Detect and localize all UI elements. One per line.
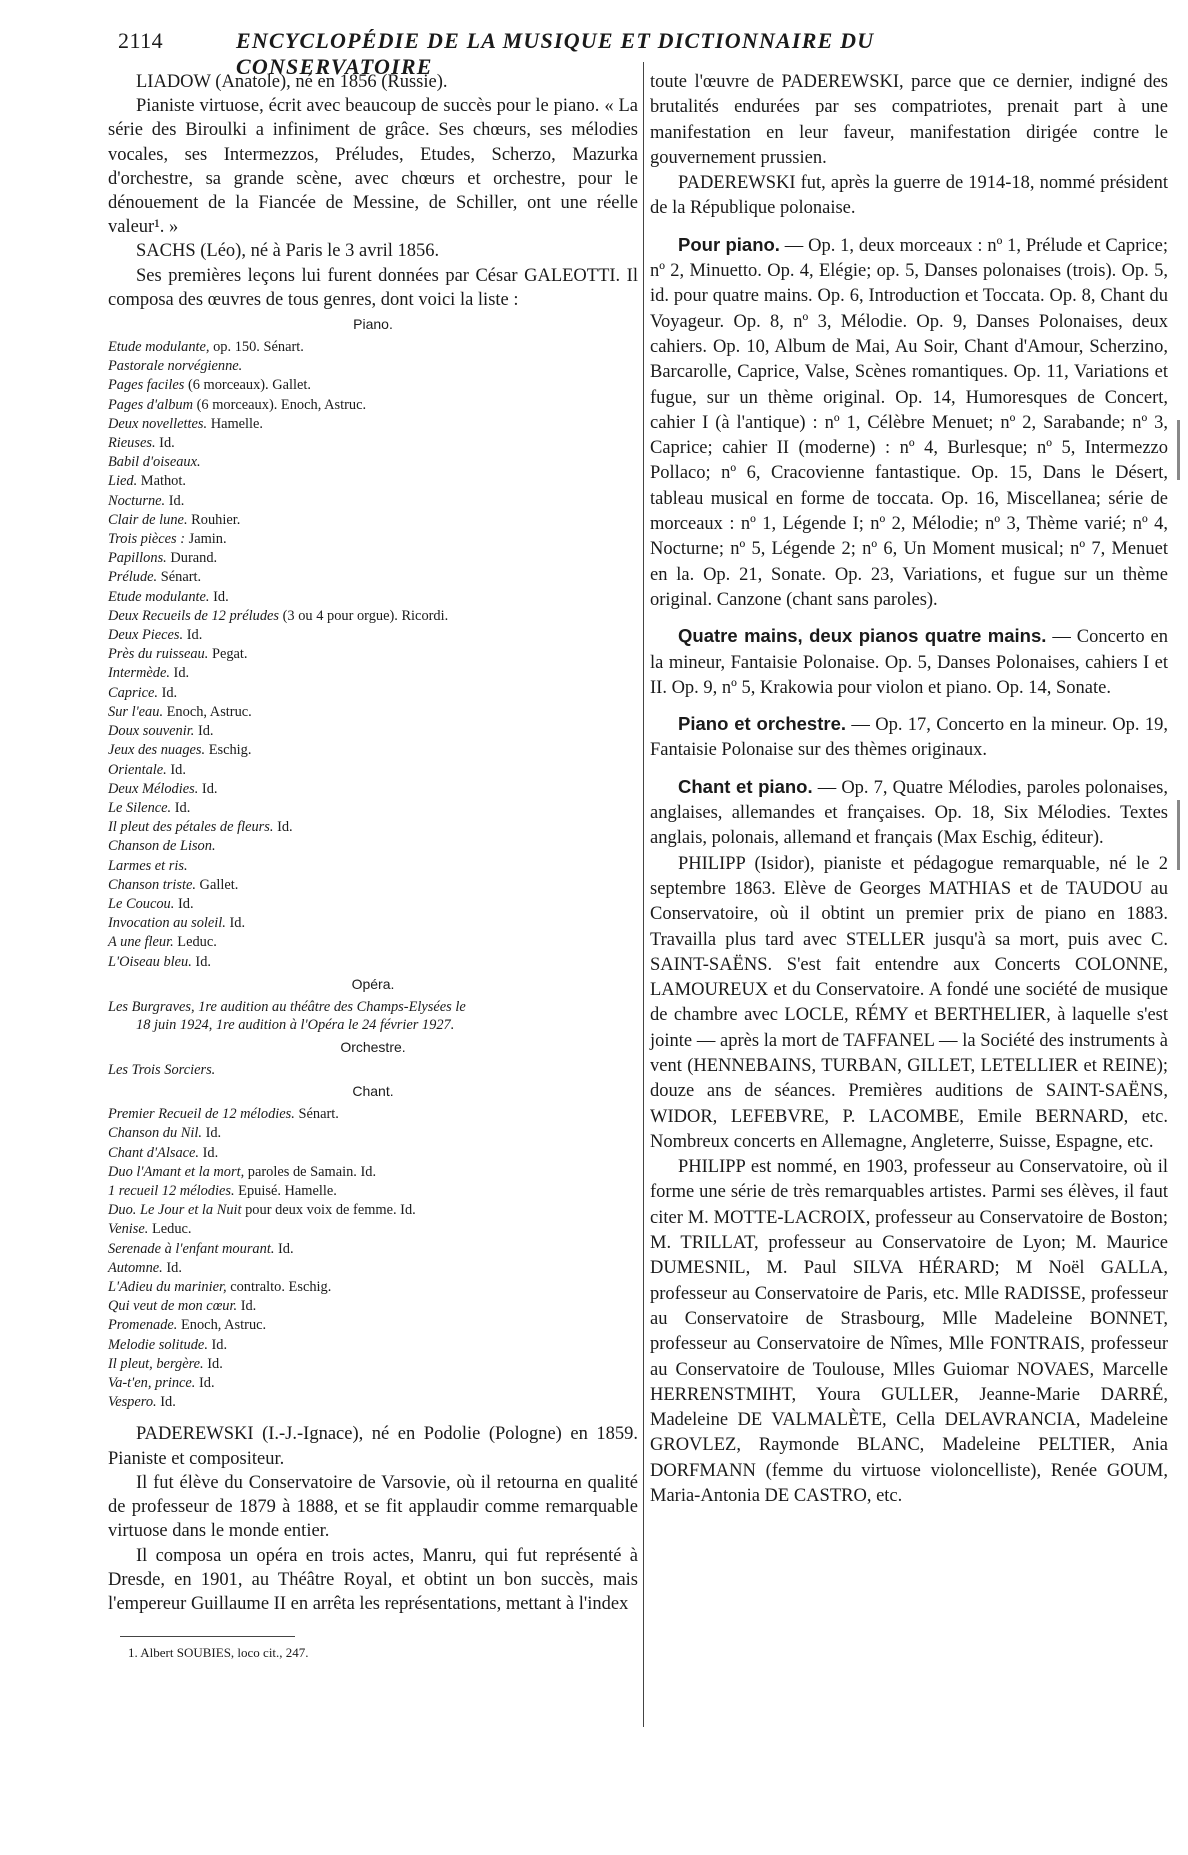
work-title: Deux Mélodies.: [108, 780, 199, 797]
work-publisher: Sénart.: [294, 1106, 339, 1123]
work-item: [108, 376, 638, 395]
work-title: Vespero.: [108, 1394, 157, 1411]
work-item: [108, 664, 638, 683]
work-title: L'Oiseau bleu.: [108, 953, 192, 970]
work-title: Papillons.: [108, 550, 167, 567]
work-item: [108, 626, 638, 645]
work-item: [108, 453, 638, 472]
work-title: Deux Pieces.: [108, 627, 184, 644]
work-publisher: Id.: [273, 819, 293, 836]
work-item: [108, 338, 638, 357]
work-title: Sur l'eau.: [108, 703, 164, 720]
work-item: [108, 780, 638, 799]
page-header: [118, 28, 1058, 79]
work-publisher: Id.: [194, 723, 214, 740]
work-title: Babil d'oiseaux.: [108, 454, 201, 471]
work-publisher: Sénart.: [157, 569, 202, 586]
work-publisher: pour deux voix de femme. Id.: [241, 1202, 416, 1219]
work-title: Il pleut, bergère.: [108, 1355, 204, 1372]
work-title: Deux Recueils de 12 préludes: [108, 607, 280, 624]
work-publisher: Id.: [274, 1240, 294, 1257]
works-quatre-mains-text: — Concerto en la mineur, Fantaisie Polonaise. Op. 5, Danses Polonaises, cahiers I et II. Op. 9, nº 5, Krakowia pour violon et piano. Op. 14, Sonate.: [650, 627, 1168, 698]
work-item: [108, 857, 638, 876]
work-publisher: Pegat.: [208, 646, 248, 663]
left-column: [108, 70, 638, 1661]
work-title: Duo l'Amant et la mort,: [108, 1163, 245, 1180]
work-item: [108, 1201, 638, 1220]
work-publisher: Leduc.: [148, 1221, 192, 1238]
work-title: Il pleut des pétales de fleurs.: [108, 819, 274, 836]
running-title: ENCYCLOPÉDIE DE LA MUSIQUE ET DICTIONNAIRE DU CONSERVATOIRE: [236, 28, 875, 79]
work-item: [108, 1240, 638, 1259]
opera-line-2: 18 juin 1924, 1re audition à l'Opéra le 24 février 1927.: [136, 1017, 455, 1034]
column-divider: [643, 62, 644, 1727]
work-title: Chanson de Lison.: [108, 838, 216, 855]
work-title: Clair de lune.: [108, 511, 188, 528]
work-item: [108, 588, 638, 607]
work-title: Près du ruisseau.: [108, 646, 209, 663]
work-publisher: Enoch, Astruc.: [163, 703, 252, 720]
work-item: [108, 799, 638, 818]
work-item: [108, 722, 638, 741]
work-publisher: Id.: [183, 627, 203, 644]
work-title: Intermède.: [108, 665, 170, 682]
paderewski-text-2: Il composa un opéra en trois actes, Manru, qui fut représenté à Dresde, en 1901, au Théâtre Royal, et obtint un bon succès, mais l'empereur Guillaume II en arrêta les représentations, mettant à l'index: [108, 1545, 638, 1614]
footnote: 1. Albert SOUBIES, loco cit., 247.: [128, 1645, 309, 1661]
margin-mark: [1177, 800, 1180, 870]
work-publisher: Id.: [174, 895, 194, 912]
work-item: [108, 568, 638, 587]
work-publisher: Id.: [171, 799, 191, 816]
heading-piano-orchestre: Piano et orchestre.: [678, 713, 847, 735]
opera-line-1: Les Burgraves, 1re audition au théâtre des Champs-Elysées le: [108, 998, 466, 1015]
work-publisher: Epuisé. Hamelle.: [234, 1183, 337, 1200]
works-chant: [650, 774, 1168, 852]
work-publisher: Id.: [169, 665, 190, 682]
work-title: Va-t'en, prince.: [108, 1375, 196, 1392]
work-publisher: Id.: [237, 1298, 257, 1315]
work-publisher: Id.: [199, 1144, 219, 1161]
footnote-rule: [120, 1636, 295, 1637]
work-title: Le Coucou.: [108, 895, 175, 912]
work-publisher: Rouhier.: [187, 511, 241, 528]
works-orchestre: [650, 711, 1168, 764]
work-item: [108, 895, 638, 914]
work-publisher: paroles de Samain. Id.: [244, 1163, 377, 1180]
work-title: Melodie solitude.: [108, 1336, 208, 1353]
work-title: Lied.: [108, 473, 138, 490]
work-title: Serenade à l'enfant mourant.: [108, 1240, 275, 1257]
work-item: [108, 1124, 638, 1143]
works-chant-text: — Op. 7, Quatre Mélodies, paroles polonaises, anglaises, allemandes et françaises. Op. 18, Six Mélodies. Textes anglais, polonais, allemand et français (Max Eschig, éditeur).: [650, 777, 1168, 849]
work-publisher: Id.: [165, 492, 185, 509]
work-title: Pages faciles: [108, 377, 185, 394]
work-item: [108, 396, 638, 415]
work-publisher: Durand.: [166, 550, 218, 567]
work-title: Chant d'Alsace.: [108, 1144, 200, 1161]
section-heading-piano: Piano.: [353, 316, 393, 333]
work-publisher: Id.: [225, 915, 246, 932]
work-title: Chanson du Nil.: [108, 1125, 202, 1142]
work-title: L'Adieu du marinier,: [108, 1279, 227, 1296]
work-publisher: Id.: [198, 780, 218, 797]
right-column: [650, 70, 1168, 1509]
work-publisher: Id.: [203, 1355, 223, 1372]
work-item: [108, 684, 638, 703]
work-publisher: (6 morceaux). Gallet.: [184, 377, 312, 394]
work-title: A une fleur.: [108, 934, 174, 951]
work-title: Qui veut de mon cœur.: [108, 1298, 238, 1315]
work-item: [108, 1259, 638, 1278]
work-title: Etude modulante,: [108, 339, 210, 356]
work-item: [108, 530, 638, 549]
work-title: Automne.: [108, 1259, 163, 1276]
work-publisher: Id.: [166, 761, 186, 778]
work-item: [108, 645, 638, 664]
heading-chant-piano: Chant et piano.: [678, 775, 813, 797]
work-item: [108, 761, 638, 780]
section-heading-opera: Opéra.: [351, 975, 395, 992]
work-title: Premier Recueil de 12 mélodies.: [108, 1106, 295, 1123]
entry-philipp: PHILIPP (Isidor), pianiste et pédagogue remarquable, né le 2 septembre 1863. Elève de Georges MATHIAS et de TAUDOU au Conservatoire, où il obtint un premier prix de piano en 1883. Travailla plus tard avec STELLER jusqu'à sa mort, puis avec C. SAINT-SAËNS. S'est fait entendre aux Concerts COLONNE, LAMOUREUX et du Conservatoire. A fondé une société de musique de chambre avec LOCLE, RÉMY et BERTHELIER, à laquelle s'est jointe — après la mort de TAFFANEL — la Société des instruments à vent (HENNEBAINS, TURBAN, GILLET, LETELLIER et REINE); douze ans de séances. Premières auditions de SAINT-SAËNS, WIDOR, LEFEBVRE, P. LACOMBE, Emile BERNARD, etc. Nombreux concerts en Allemagne, Angleterre, Suisse, Espagne, etc.: [650, 853, 1168, 1152]
work-item: [108, 914, 638, 933]
work-item: [108, 703, 638, 722]
work-publisher: Gallet.: [195, 876, 239, 893]
work-item: [108, 357, 638, 376]
work-item: [108, 1105, 638, 1124]
entry-liadow: LIADOW (Anatole), né en 1856 (Russie).: [136, 72, 448, 92]
paderewski-president: PADEREWSKI fut, après la guerre de 1914-18, nommé président de la République polonaise.: [650, 173, 1168, 219]
works-piano-text: — Op. 1, deux morceaux : nº 1, Prélude et Caprice; nº 2, Minuetto. Op. 4, Elégie; op. 5, Danses polonaises (trois). Op. 5, id. pour quatre mains. Op. 6, Introduction et Toccata. Op. 8, Chant du Voyageur. Op. 8, nº 3, Mélodie. Op. 9, Danses Polonaises, deux cahiers. Op. 10, Album de Mai, Au Soir, Chant d'Amour, Scherzino, Barcarolle, Caprice, Valse, Scènes romantiques. Op. 11, Variations et fugue, sur un thème original. Op. 14, Humoresques de Concert, cahier I (à l'antique) : nº 1, Célèbre Menuet; nº 2, Sarabande; nº 3, Caprice; cahier II (moderne) : nº 4, Burlesque; nº 5, Intermezzo Pollaco; nº 6, Cracovienne fantastique. Op. 15, Dans le Désert, tableau musical en forme de toccata. Op. 16, Miscellanea; série de morceaux : nº 1, Légende I; nº 2, Mélodie; nº 3, Thème varié; nº 4, Nocturne; nº 5, Légende 2; nº 6, Un Moment musical; nº 7, Menuet en la. Op. 21, Sonate. Op. 23, Variations, et fugue sur un thème original. Canzone (chant sans paroles).: [650, 235, 1168, 610]
heading-quatre-mains: Quatre mains, deux pianos quatre mains.: [678, 625, 1047, 647]
work-title: Duo. Le Jour et la Nuit: [108, 1202, 242, 1219]
entry-sachs: SACHS (Léo), né à Paris le 3 avril 1856.: [136, 241, 440, 262]
margin-mark: [1177, 420, 1180, 480]
works-quatre-mains: [650, 623, 1168, 701]
work-publisher: (6 morceaux). Enoch, Astruc.: [193, 396, 367, 413]
work-item: [108, 741, 638, 760]
work-publisher: op. 150. Sénart.: [209, 339, 304, 356]
work-title: Venise.: [108, 1221, 149, 1238]
work-publisher: Id.: [201, 1125, 222, 1142]
orchestre-entry: Les Trois Sorciers.: [108, 1061, 216, 1078]
paderewski-text-1: Il fut élève du Conservatoire de Varsovie, où il retourna en qualité de professeur de 1879 à 1888, et se fit applaudir comme remarquable virtuose dans le monde entier.: [108, 1472, 638, 1542]
liadow-text: Pianiste virtuose, écrit avec beaucoup de succès pour le piano. « La série des Biroulki a infiniment de grâce. Ses chœurs, ses mélodies vocales, ses Intermezzos, Préludes, Etudes, Scherzo, Mazurka d'orchestre, sa grande scène, avec chœurs et orchestre, pour le dénouement de la Fiancée de Messine, de Schiller, ont une réelle valeur¹. »: [108, 96, 638, 238]
work-title: Doux souvenir.: [108, 723, 195, 740]
work-title: Etude modulante.: [108, 588, 210, 605]
work-publisher: Id.: [207, 1336, 228, 1353]
work-item: [108, 1393, 638, 1412]
work-item: [108, 607, 638, 626]
heading-pour-piano: Pour piano.: [678, 233, 780, 255]
work-item: [108, 1336, 638, 1355]
work-item: [108, 415, 638, 434]
work-item: [108, 1297, 638, 1316]
work-publisher: (3 ou 4 pour orgue). Ricordi.: [279, 607, 449, 624]
piano-works-list: [108, 338, 638, 972]
section-heading-chant: Chant.: [352, 1083, 394, 1100]
work-title: Larmes et ris.: [108, 857, 188, 874]
work-publisher: Jamin.: [185, 531, 227, 548]
work-item: [108, 837, 638, 856]
work-title: Chanson triste.: [108, 876, 196, 893]
work-publisher: Id.: [157, 684, 178, 701]
work-item: [108, 953, 638, 972]
page-number: 2114: [118, 28, 164, 53]
work-item: [108, 472, 638, 491]
work-item: [108, 434, 638, 453]
work-publisher: Hamelle.: [207, 415, 264, 432]
work-title: Rieuses.: [108, 435, 156, 452]
work-title: Invocation au soleil.: [108, 915, 226, 932]
work-item: [108, 1163, 638, 1182]
work-item: [108, 1374, 638, 1393]
work-item: [108, 492, 638, 511]
works-orchestre-text: — Op. 17, Concerto en la mineur. Op. 19, Fantaisie Polonaise sur des thèmes originaux.: [650, 715, 1168, 761]
sachs-text: Ses premières leçons lui furent données par César GALEOTTI. Il composa des œuvres de tous genres, dont voici la liste :: [108, 265, 638, 310]
work-title: Pages d'album: [108, 396, 194, 413]
work-item: [108, 1182, 638, 1201]
work-item: [108, 933, 638, 952]
entry-paderewski: PADEREWSKI (I.-J.-Ignace), né en Podolie (Pologne) en 1859. Pianiste et compositeur.: [108, 1424, 638, 1469]
work-item: [108, 818, 638, 837]
work-title: Nocturne.: [108, 492, 166, 509]
work-item: [108, 1220, 638, 1239]
work-publisher: Id.: [156, 1394, 176, 1411]
philipp-students: PHILIPP est nommé, en 1903, professeur au Conservatoire, où il forme une série de très remarquables artistes. Parmi ses élèves, il faut citer M. MOTTE-LACROIX, professeur au Conservatoire de Boston; M. TRILLAT, professeur au Conservatoire de Lyon; M. Maurice DUMESNIL, M. Paul SILVA HÉRARD; M Noël GALLA, professeur au Conservatoire de Paris, etc. Mlle RADISSE, professeur au Conservatoire de Strasbourg, Mlle Madeleine BONNET, professeur au Conservatoire de Nîmes, Mlle FONTRAIS, professeur au Conservatoire de Toulouse, Mlles Guiomar NOVAES, Marcelle HERRENSTMIHT, Youra GULLER, Jeanne-Marie DARRÉ, Madeleine DE VALMALÈTE, Cella DELAVRANCIA, Madeleine GROVLEZ, Raymonde BLANC, Madeleine PELTIER, Ania DORFMANN (femme du virtuose violoncelliste), Renée GOUM, Maria-Antonia DE CASTRO, etc.: [650, 1157, 1168, 1507]
work-item: [108, 549, 638, 568]
work-publisher: Leduc.: [173, 934, 217, 951]
work-title: Promenade.: [108, 1317, 178, 1334]
work-publisher: Id.: [162, 1259, 182, 1276]
work-title: Trois pièces :: [108, 531, 186, 548]
work-item: [108, 1316, 638, 1335]
work-publisher: Id.: [195, 1375, 215, 1392]
work-publisher: contralto. Eschig.: [226, 1279, 332, 1296]
work-title: Jeux des nuages.: [108, 742, 206, 759]
work-publisher: Id.: [155, 435, 175, 452]
opera-entry: [108, 998, 638, 1035]
work-publisher: Eschig.: [205, 742, 252, 759]
work-item: [108, 1278, 638, 1297]
work-item: [108, 1144, 638, 1163]
work-item: [108, 1355, 638, 1374]
work-title: Prélude.: [108, 569, 158, 586]
work-title: 1 recueil 12 mélodies.: [108, 1183, 235, 1200]
paderewski-continuation: toute l'œuvre de PADEREWSKI, parce que ce dernier, indigné des brutalités endurées par ses compatriotes, prenait part à une manifestation en leur faveur, manifestation dirigée contre le gouvernement prussien.: [650, 72, 1168, 168]
works-piano: [650, 232, 1168, 613]
chant-works-list: [108, 1105, 638, 1412]
work-title: Caprice.: [108, 684, 158, 701]
work-item: [108, 876, 638, 895]
work-publisher: Id.: [191, 953, 212, 970]
work-title: Deux novellettes.: [108, 415, 208, 432]
work-title: Le Silence.: [108, 799, 172, 816]
work-title: Pastorale norvégienne.: [108, 358, 243, 375]
work-publisher: Enoch, Astruc.: [177, 1317, 267, 1334]
work-publisher: Mathot.: [137, 473, 186, 490]
work-item: [108, 511, 638, 530]
section-heading-orchestre: Orchestre.: [340, 1038, 406, 1055]
work-publisher: Id.: [209, 588, 229, 605]
work-title: Orientale.: [108, 761, 167, 778]
